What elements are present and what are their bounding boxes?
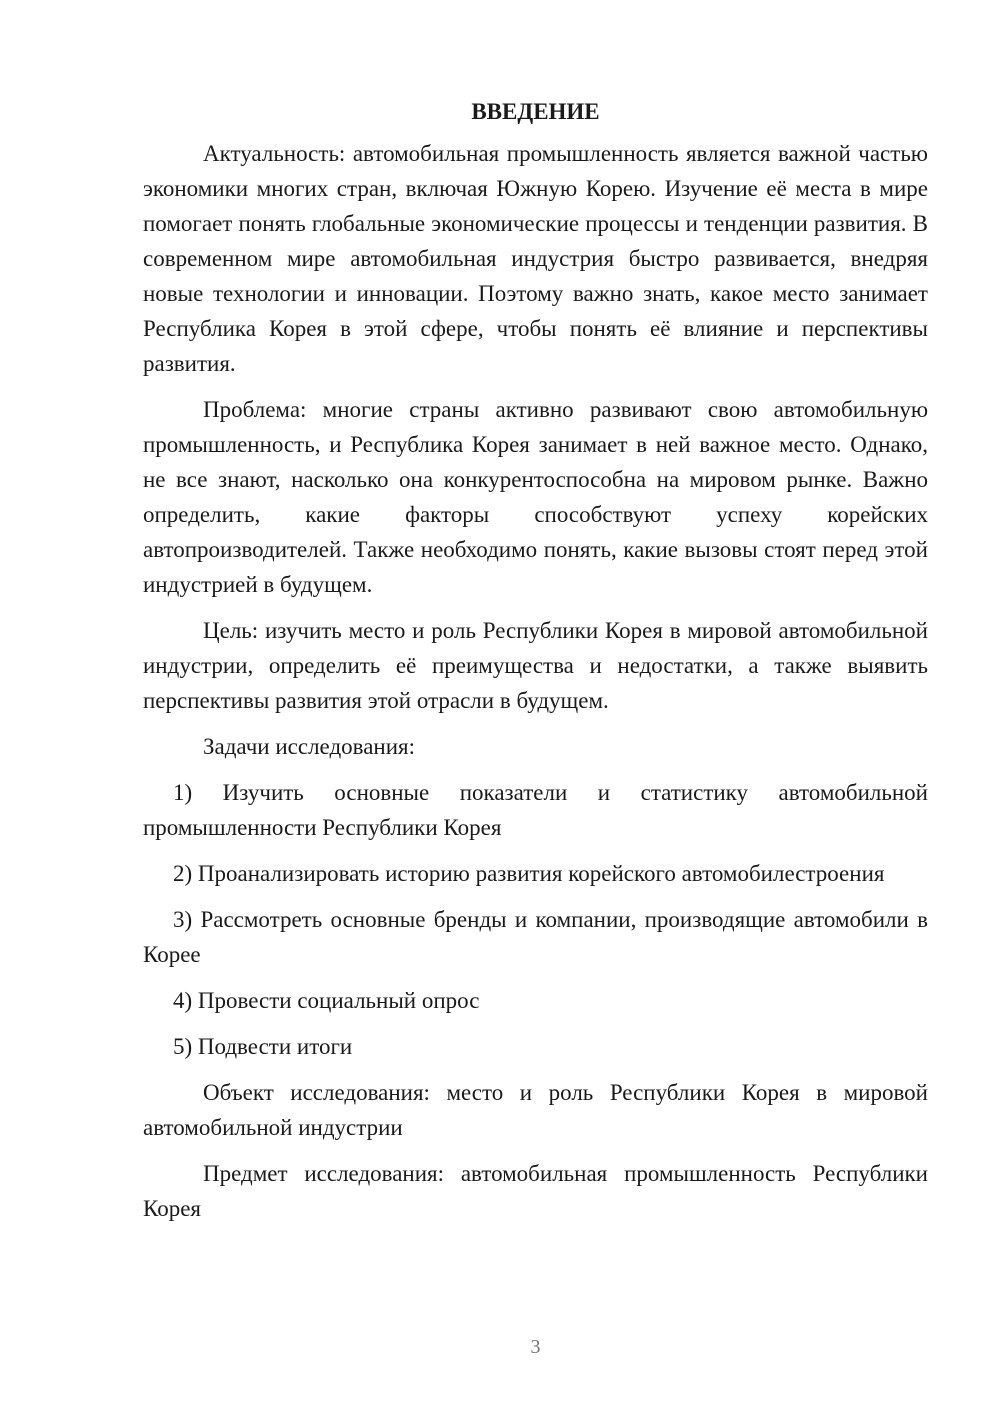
goal-paragraph: Цель: изучить место и роль Республики Корея в мировой автомобильной индустрии, определить её преимущества и недостатки, а также выявить перспективы развития этой отрасли в будущем. (143, 618, 928, 713)
object-paragraph: Объект исследования: место и роль Республики Корея в мировой автомобильной индустрии (143, 1080, 928, 1140)
task-item-5: 5) Подвести итоги (173, 1034, 353, 1059)
task-item-2: 2) Проанализировать историю развития корейского автомобилестроения (173, 861, 885, 886)
page-number: 3 (530, 1336, 541, 1358)
task-item-1: 1) Изучить основные показатели и статистику автомобильной промышленности Республики Корея (143, 780, 928, 840)
page-content (143, 94, 928, 1237)
task-item-4: 4) Провести социальный опрос (173, 988, 480, 1013)
tasks-heading: Задачи исследования: (203, 734, 416, 759)
problem-paragraph: Проблема: многие страны активно развивают свою автомобильную промышленность, и Республика Корея занимает в ней важное место. Однако, не все знают, насколько она конкурентоспособна на мировом рынке. Важно определить, какие факторы способствуют успеху корейских автопроизводителей. Также необходимо понять, какие вызовы стоят перед этой индустрией в будущем. (143, 397, 928, 597)
relevance-paragraph: Актуальность: автомобильная промышленность является важной частью экономики многих стран, включая Южную Корею. Изучение её места в мире помогает понять глобальные экономические процессы и тенденции развития. В современном мире автомобильная индустрия быстро развивается, внедряя новые технологии и инновации. Поэтому важно знать, какое место занимает Республика Корея в этой сфере, чтобы понять её влияние и перспективы развития. (143, 141, 928, 376)
section-title: ВВЕДЕНИЕ (471, 99, 600, 124)
subject-paragraph: Предмет исследования: автомобильная промышленность Республики Корея (143, 1161, 928, 1221)
task-item-3: 3) Рассмотреть основные бренды и компании, производящие автомобили в Корее (143, 907, 928, 967)
